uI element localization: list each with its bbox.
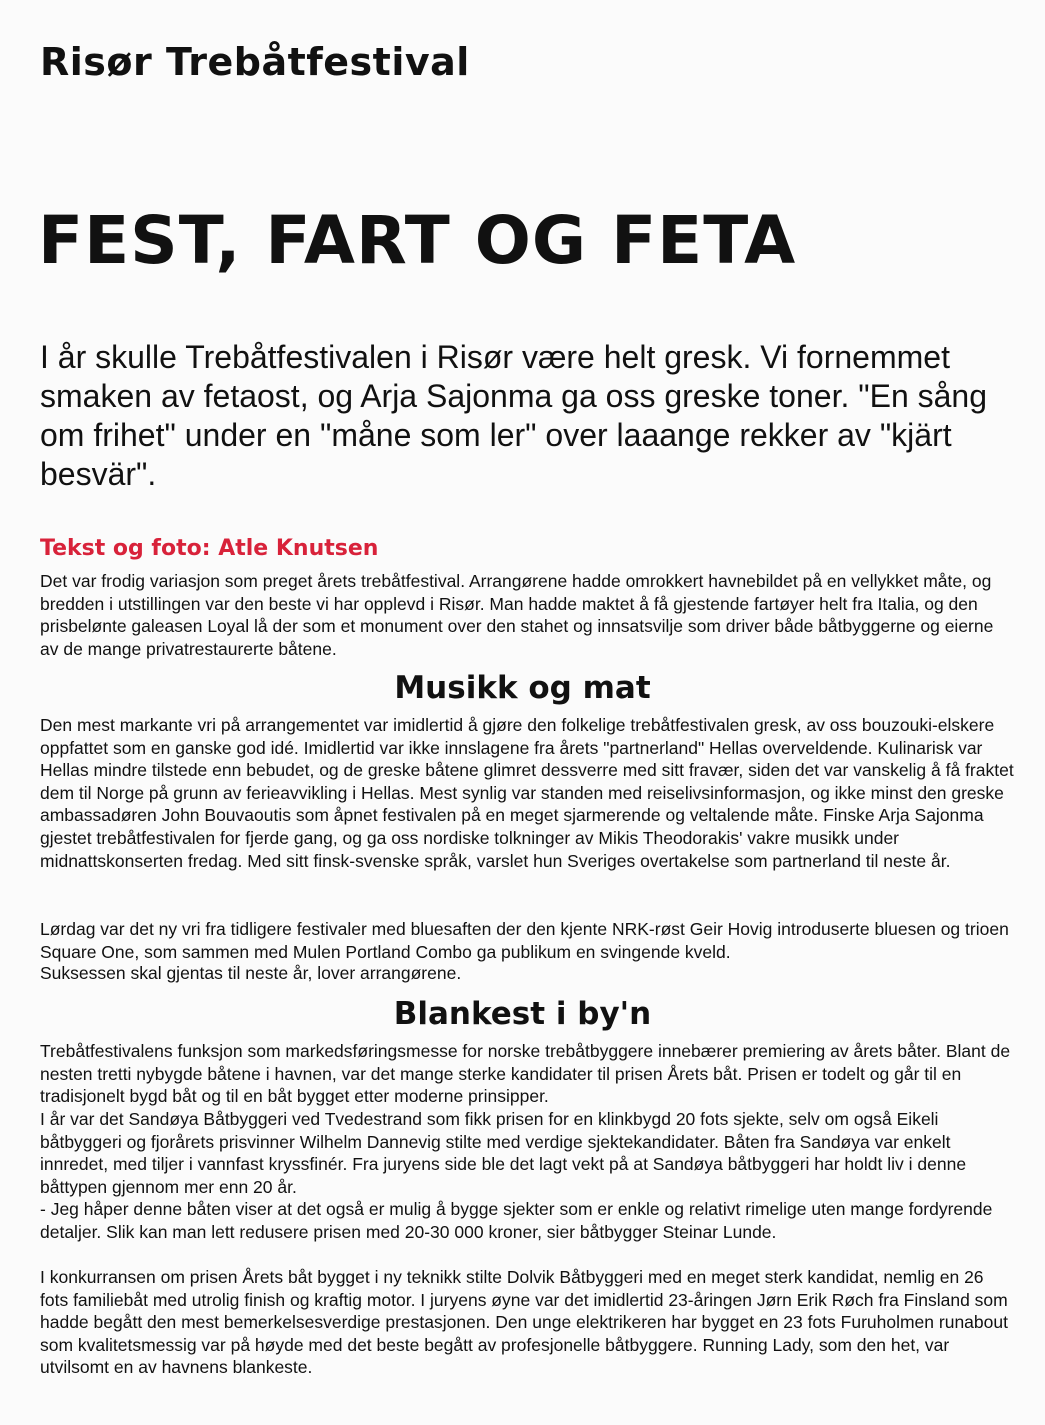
body-paragraph: I konkurransen om prisen Årets båt bygget i ny teknikk stilte Dolvik Båtbyggeri med en meget sterk kandidat, nemlig en 26 fots familiebåt med utrolig finish og kraftig motor. I juryens øyne var det imidlertid 23-åringen Jørn Erik Røch fra Finsland som hadde begått den mest bemerkelsesverdige prestasjonen. Den unge elektrikeren har bygget en 23 fots Furuholmen runabout som kvalitetsmessig var på høyde med det beste begått av profesjonelle båtbyggere. Running Lady, som den het, var utvilsomt en av havnens blankeste. [40, 1267, 1008, 1378]
body-paragraph: Trebåtfestivalens funksjon som markedsføringsmesse for norske trebåtbyggere innebærer premiering av årets båter. Blant de nesten tretti nybygde båtene i havnen, var det mange sterke kandidater til prisen Årets båt. Prisen er todelt og går til en tradisjonelt bygd båt og til en båt bygget etter moderne prinsipper. [40, 1041, 1011, 1107]
body-paragraph: Lørdag var det ny vri fra tidligere festivaler med bluesaften der den kjente NRK-røst Geir Hovig introduserte bluesen og trioen Square One, som sammen med Mulen Portland Combo ga publikum en svingende kveld. [40, 919, 1009, 962]
headline: FEST, FART OG FETA [38, 202, 797, 279]
body-paragraph: I år var det Sandøya Båtbyggeri ved Tvedestrand som fikk prisen for en klinkbygd 20 fots sjekte, selv om også Eikeli båtbyggeri og fjorårets prisvinner Wilhelm Dannevig stilte med verdige sjektekandidater. Båten fra Sandøya var enkelt innredet, med tiljer i vannfast kryssfinér. Fra juryens side ble det lagt vekt på at Sandøya båtbyggeri har holdt liv i denne båttypen gjennom mer enn 20 år. [40, 1109, 967, 1197]
subhead-musikk-og-mat: Musikk og mat [394, 670, 651, 706]
body-paragraph: Suksessen skal gjentas til neste år, lover arrangørene. [40, 963, 462, 983]
subhead-blankest-i-byn: Blankest i by'n [393, 996, 652, 1032]
body-paragraph: - Jeg håper denne båten viser at det også er mulig å bygge sjekter som er enkle og relativt rimelige uten mange fordyrende detaljer. Slik kan man lett redusere prisen med 20-30 000 kroner, sier båtbygger Steinar Lunde. [40, 1199, 993, 1242]
intro-paragraph: Det var frodig variasjon som preget årets trebåtfestival. Arrangørene hadde omrokkert havnebildet på en vellykket måte, og bredden i utstillingen var den beste vi har opplevd i Risør. Man hadde maktet å få gjestende fartøyer helt fra Italia, og den prisbelønte galeasen Loyal lå der som et monument over den stahet og innsatsvilje som driver både båtbyggerne og eierne av de mange privatrestaurerte båtene. [40, 571, 994, 659]
byline: Tekst og foto: Atle Knutsen [40, 536, 379, 561]
section-kicker: Risør Trebåtfestival [40, 40, 470, 84]
body-paragraph: Den mest markante vri på arrangementet var imidlertid å gjøre den folkelige trebåtfestivalen gresk, av oss bouzouki-elskere oppfattet som en ganske god idé. Imidlertid var ikke innslagene fra årets "partnerland" Hellas overveldende. Kulinarisk var Hellas mindre tilstede enn bebudet, og de greske båtene glimret dessverre med sitt fravær, siden det var vanskelig å få fraktet dem til Norge på grunn av ferieavvikling i Hellas. Mest synlig var standen med reiselivsinformasjon, og ikke minst den greske ambassadøren John Bouvaoutis som åpnet festivalen på en meget sjarmerende og veltalende måte. Finske Arja Sajonma gjestet trebåtfestivalen for fjerde gang, og ga oss nordiske tolkninger av Mikis Theodorakis' vakre musikk under midnattskonserten fredag. Med sitt finsk-svenske språk, varslet hun Sveriges overtakelse som partnerland til neste år. [40, 715, 1014, 871]
lead-paragraph: I år skulle Trebåtfestivalen i Risør være helt gresk. Vi fornemmet smaken av fetaost, og Arja Sajonma ga oss greske toner. "En sång om frihet" under en "måne som ler" over laaange rekker av "kjärt besvär". [40, 339, 988, 492]
